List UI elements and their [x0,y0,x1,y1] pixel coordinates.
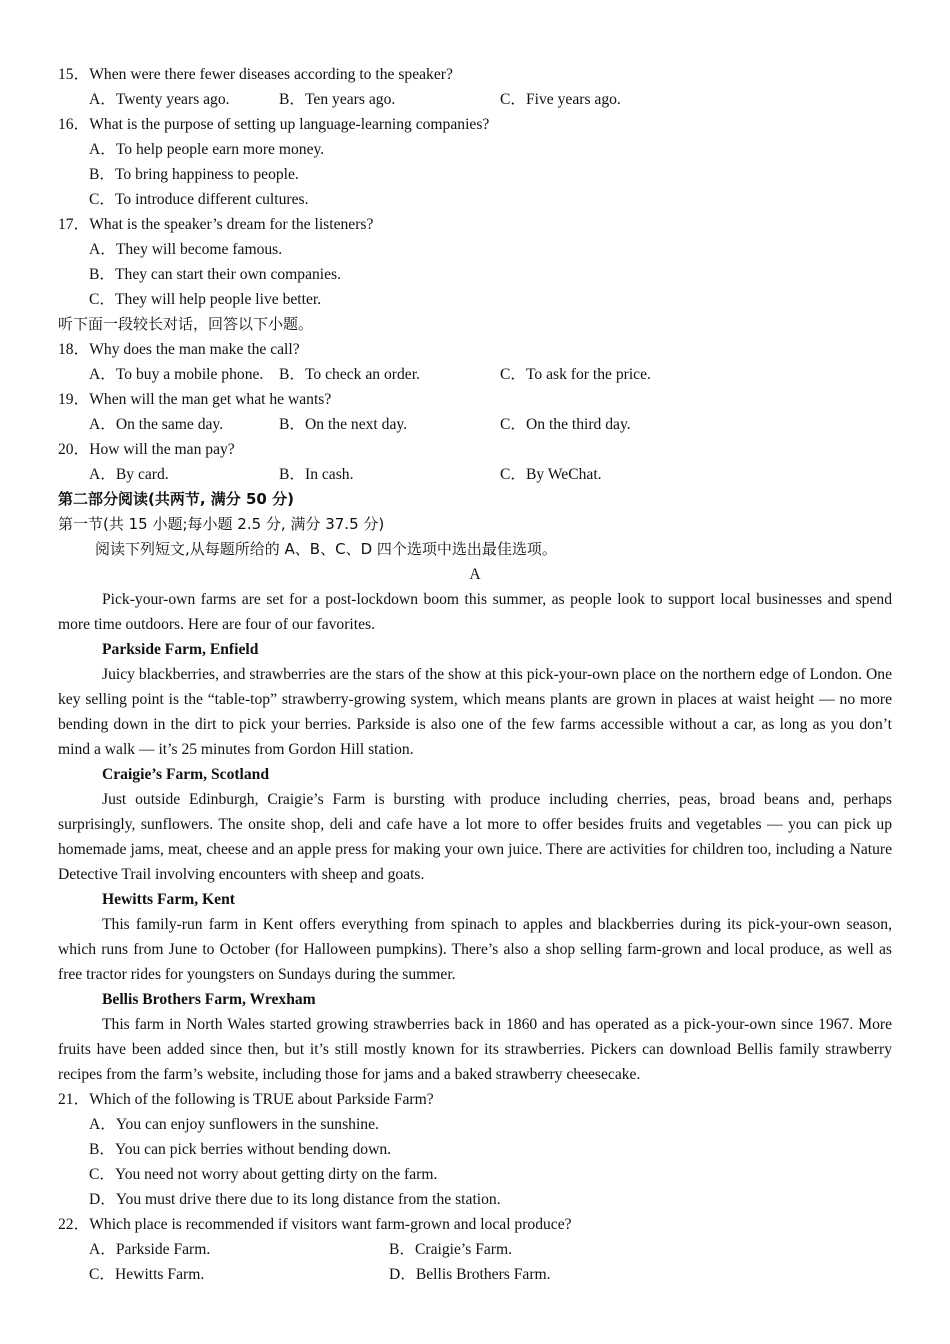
option-c: C．By WeChat. [500,466,602,483]
question-22-options-row2 [58,1262,892,1287]
reading-instruction: 阅读下列短文,从每题所给的 A、B、C、D 四个选项中选出最佳选项。 [95,540,557,558]
question-text: What is the speaker’s dream for the listeners? [89,216,374,233]
question-number: 17． [58,216,90,233]
option-a: A．On the same day. [89,416,224,433]
option-a: A．Twenty years ago. [89,91,230,108]
option-b: B．Craigie’s Farm. [389,1241,513,1258]
question-15 [58,62,892,87]
option-b: B．You can pick berries without bending down. [89,1141,392,1158]
question-22-options-row1 [58,1237,892,1262]
question-21 [58,1087,892,1112]
question-number: 19． [58,391,90,408]
question-19 [58,387,892,412]
question-number: 15． [58,66,90,83]
option-b: B．Ten years ago. [279,91,396,108]
option-c: C．They will help people live better. [89,291,322,308]
question-text: When were there fewer diseases according to the speaker? [89,66,453,83]
question-17 [58,212,892,237]
question-16 [58,112,892,137]
question-22 [58,1212,892,1237]
farm-paragraph: This family-run farm in Kent offers everything from spinach to apples and blackberries during its pick-your-own season, which runs from June to October (for Halloween pumpkins). There’s also a shop selling farm-grown and local produce, as well as free tractor rides for youngsters on Sundays during the summer. [58,916,892,983]
question-number: 22． [58,1216,90,1233]
option-c: C．To ask for the price. [500,366,651,383]
question-number: 20． [58,441,90,458]
farm-paragraph: Just outside Edinburgh, Craigie’s Farm is bursting with produce including cherries, peas, broad beans and, perhaps surprisingly, sunflowers. The onsite shop, deli and cafe have a lot more to offer besides fruits and vegetables — you can pick up homemade jams, meat, cheese and an apple press for making your own juice. There are activities for children too, including a Nature Detective Trail involving encounters with sheep and goats. [58,791,892,883]
question-15-options [58,87,892,112]
question-number: 16． [58,116,90,133]
farm-heading: Parkside Farm, Enfield [102,641,259,658]
passage-intro: Pick-your-own farms are set for a post-lockdown boom this summer, as people look to support local businesses and spend more time outdoors. Here are four of our favorites. [58,591,892,633]
passage-label: A [469,566,481,583]
option-a: A．They will become famous. [89,241,283,258]
option-b: B．To bring happiness to people. [89,166,299,183]
question-number: 21． [58,1091,90,1108]
part-title: 第二部分阅读(共两节, 满分 50 分) [58,490,294,508]
question-number: 18． [58,341,90,358]
option-d: D．Bellis Brothers Farm. [389,1266,551,1283]
question-text: What is the purpose of setting up language-learning companies? [89,116,490,133]
dialogue-instruction: 听下面一段较长对话，回答以下小题。 [58,315,314,333]
question-19-options [58,412,892,437]
question-text: Which place is recommended if visitors want farm-grown and local produce? [89,1216,572,1233]
question-text: When will the man get what he wants? [89,391,332,408]
option-b: B．They can start their own companies. [89,266,342,283]
farm-heading: Hewitts Farm, Kent [102,891,235,908]
option-a: A．To buy a mobile phone. [89,366,264,383]
question-text: How will the man pay? [89,441,235,458]
farm-paragraph: This farm in North Wales started growing strawberries back in 1860 and has operated as a pick-your-own since 1967. More fruits have been added since then, but it’s still mostly known for its strawberries. Pickers can download Bellis family strawberry recipes from the farm’s website, including those for jams and a baked strawberry cheesecake. [58,1016,892,1083]
option-b: B．To check an order. [279,366,420,383]
farm-paragraph: Juicy blackberries, and strawberries are the stars of the show at this pick-your-own place on the northern edge of London. One key selling point is the “table-top” strawberry-growing system, which means plants are grown in places at waist height — no more bending down in the dirt to pick your berries. Parkside is also one of the few farms accessible without a car, as long as you don’t mind a walk — it’s 25 minutes from Gordon Hill station. [58,666,892,758]
option-a: A．By card. [89,466,169,483]
question-20-options [58,462,892,487]
option-b: B．On the next day. [279,416,408,433]
option-c: C．Five years ago. [500,91,621,108]
farm-heading: Bellis Brothers Farm, Wrexham [102,991,316,1008]
option-d: D．You must drive there due to its long distance from the station. [89,1191,501,1208]
option-c: C．You need not worry about getting dirty on the farm. [89,1166,438,1183]
option-c: C．On the third day. [500,416,631,433]
option-a: A．Parkside Farm. [89,1241,211,1258]
option-a: A．You can enjoy sunflowers in the sunshine. [89,1116,379,1133]
exam-page [58,62,892,1287]
option-a: A．To help people earn more money. [89,141,325,158]
farm-heading: Craigie’s Farm, Scotland [102,766,270,783]
option-c: C．To introduce different cultures. [89,191,309,208]
question-18 [58,337,892,362]
option-c: C．Hewitts Farm. [89,1266,205,1283]
question-text: Why does the man make the call? [89,341,300,358]
question-text: Which of the following is TRUE about Parkside Farm? [89,1091,434,1108]
question-20 [58,437,892,462]
section-title: 第一节(共 15 小题;每小题 2.5 分, 满分 37.5 分) [58,515,385,533]
option-b: B．In cash. [279,466,354,483]
question-18-options [58,362,892,387]
